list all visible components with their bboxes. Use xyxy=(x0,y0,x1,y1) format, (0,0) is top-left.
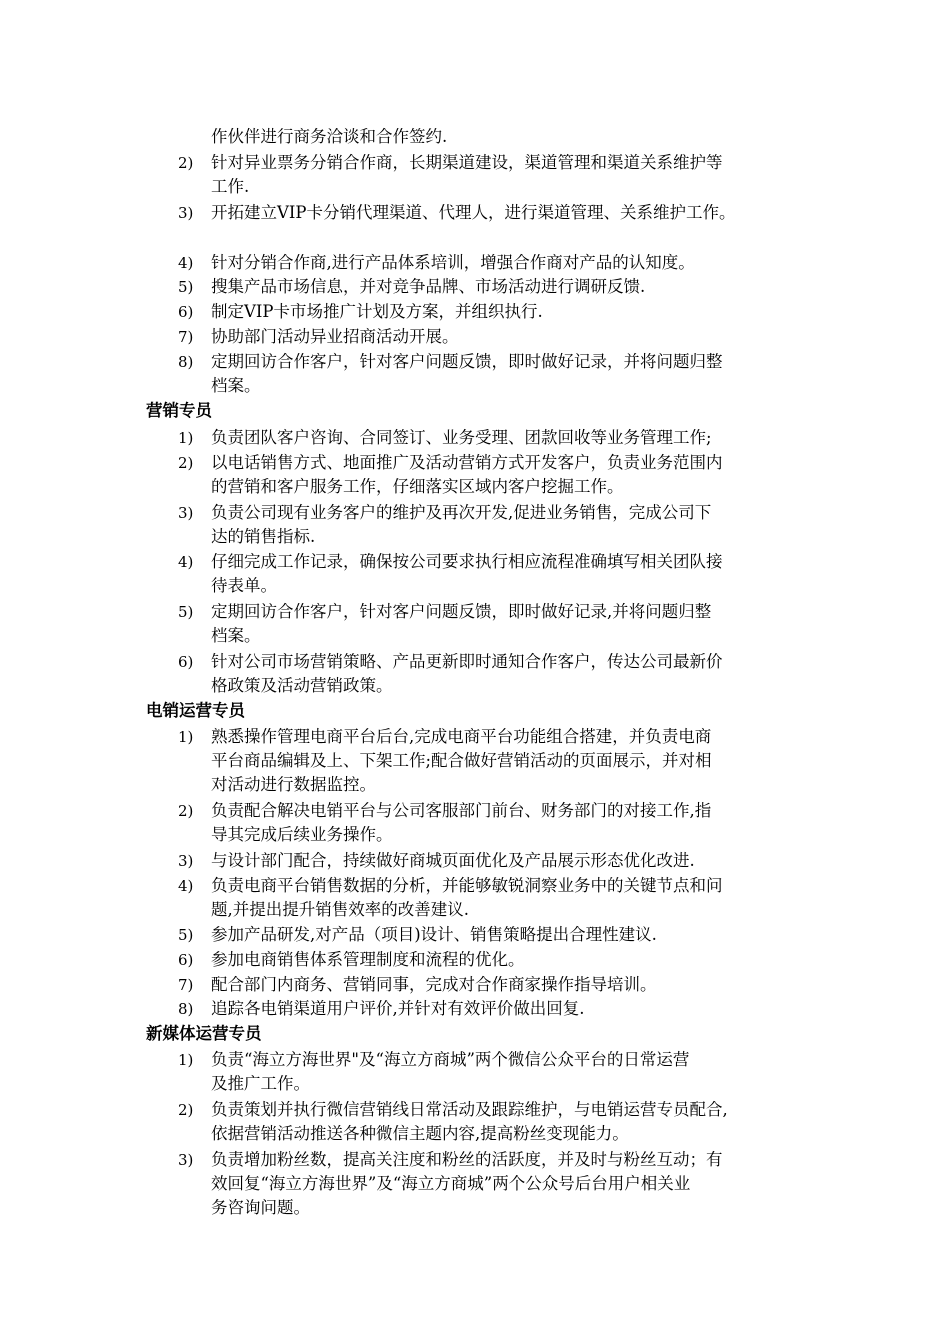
list-item-text: 针对分销合作商,进行产品体系培训，增强合作商对产品的认知度。 xyxy=(211,253,695,272)
list-item-text: 针对异业票务分销合作商，长期渠道建设，渠道管理和渠道关系维护等 xyxy=(211,153,723,172)
list-item-number: 4) xyxy=(178,877,194,895)
list-item-number: 1) xyxy=(178,1051,194,1069)
list-item-text: 待表单。 xyxy=(211,576,277,595)
list-item-text: 的营销和客户服务工作，仔细落实区域内客户挖掘工作。 xyxy=(211,477,624,496)
list-item-number: 4) xyxy=(178,553,194,571)
list-item-text: 开拓建立VIP卡分销代理渠道、代理人，进行渠道管理、关系维护工作。 xyxy=(211,203,736,222)
list-item-text: 档案。 xyxy=(211,626,261,645)
list-item-text: 负责公司现有业务客户的维护及再次开发,促进业务销售，完成公司下 xyxy=(211,503,712,522)
list-item-text: 仔细完成工作记录，确保按公司要求执行相应流程准确填写相关团队接 xyxy=(211,552,723,571)
list-item-text: 配合部门内商务、营销同事，完成对合作商家操作指导培训。 xyxy=(211,975,657,994)
section-heading: 营销专员 xyxy=(146,401,212,420)
list-item-text: 负责电商平台销售数据的分析，并能够敏锐洞察业务中的关键节点和问 xyxy=(211,876,723,895)
list-item-text: 协助部门活动异业招商活动开展。 xyxy=(211,327,459,346)
section-heading: 电销运营专员 xyxy=(146,701,245,720)
list-item-text: 以电话销售方式、地面推广及活动营销方式开发客户，负责业务范围内 xyxy=(211,453,723,472)
list-item-number: 4) xyxy=(178,254,194,272)
list-item-text: 定期回访合作客户，针对客户问题反馈，即时做好记录,并将问题归整 xyxy=(211,602,712,621)
list-item-number: 6) xyxy=(178,951,194,969)
list-item-text: 负责增加粉丝数，提高关注度和粉丝的活跃度，并及时与粉丝互动；有 xyxy=(211,1150,723,1169)
list-item-number: 3) xyxy=(178,504,194,522)
list-item-text: 参加电商销售体系管理制度和流程的优化。 xyxy=(211,950,525,969)
list-item-text: 负责团队客户咨询、合同签订、业务受理、团款回收等业务管理工作; xyxy=(211,428,712,447)
list-item-number: 6) xyxy=(178,653,194,671)
list-item-number: 8) xyxy=(178,1000,194,1018)
list-item-number: 1) xyxy=(178,728,194,746)
list-item-text: 负责配合解决电销平台与公司客服部门前台、财务部门的对接工作,指 xyxy=(211,801,712,820)
list-item-text: 熟悉操作管理电商平台后台,完成电商平台功能组合搭建，并负责电商 xyxy=(211,727,712,746)
list-item-text: 格政策及活动营销政策。 xyxy=(211,676,393,695)
list-item-text: 工作. xyxy=(211,177,250,196)
list-item-text: 依据营销活动推送各种微信主题内容,提高粉丝变现能力。 xyxy=(211,1124,629,1143)
list-item-number: 2) xyxy=(178,154,194,172)
list-item-number: 2) xyxy=(178,1101,194,1119)
list-item-text: 效回复“海立方海世界”及“海立方商城”两个公众号后台用户相关业 xyxy=(211,1174,691,1193)
list-item-number: 7) xyxy=(178,328,194,346)
list-item-number: 1) xyxy=(178,429,194,447)
list-item-number: 3) xyxy=(178,1151,194,1169)
list-item-text: 负责“海立方海世界"及“海立方商城”两个微信公众平台的日常运营 xyxy=(211,1050,690,1069)
list-item-text: 及推广工作。 xyxy=(211,1074,310,1093)
list-item-number: 5) xyxy=(178,603,194,621)
section-heading: 新媒体运营专员 xyxy=(146,1024,262,1043)
list-item-text: 档案。 xyxy=(211,376,261,395)
list-item-number: 7) xyxy=(178,976,194,994)
continuation-line: 作伙伴进行商务洽谈和合作签约. xyxy=(211,127,448,146)
list-item-number: 2) xyxy=(178,454,194,472)
list-item-text: 与设计部门配合，持续做好商城页面优化及产品展示形态优化改进. xyxy=(211,851,695,870)
list-item-text: 定期回访合作客户，针对客户问题反馈，即时做好记录，并将问题归整 xyxy=(211,352,723,371)
list-item-text: 题,并提出提升销售效率的改善建议. xyxy=(211,900,469,919)
list-item-text: 参加产品研发,对产品（项目)设计、销售策略提出合理性建议. xyxy=(211,925,657,944)
list-item-number: 5) xyxy=(178,278,194,296)
list-item-number: 5) xyxy=(178,926,194,944)
list-item-text: 平台商品编辑及上、下架工作;配合做好营销活动的页面展示，并对相 xyxy=(211,751,712,770)
list-item-text: 对活动进行数据监控。 xyxy=(211,775,376,794)
list-item-text: 导其完成后续业务操作。 xyxy=(211,825,393,844)
list-item-number: 3) xyxy=(178,204,194,222)
list-item-text: 追踪各电销渠道用户评价,并针对有效评价做出回复. xyxy=(211,999,585,1018)
list-item-number: 8) xyxy=(178,353,194,371)
list-item-text: 搜集产品市场信息，并对竞争品牌、市场活动进行调研反馈. xyxy=(211,277,646,296)
list-item-number: 2) xyxy=(178,802,194,820)
list-item-number: 3) xyxy=(178,852,194,870)
list-item-text: 务咨询问题。 xyxy=(211,1198,310,1217)
list-item-number: 6) xyxy=(178,303,194,321)
list-item-text: 负责策划并执行微信营销线日常活动及跟踪维护，与电销运营专员配合, xyxy=(211,1100,728,1119)
list-item-text: 针对公司市场营销策略、产品更新即时通知合作客户，传达公司最新价 xyxy=(211,652,723,671)
list-item-text: 达的销售指标. xyxy=(211,527,316,546)
list-item-text: 制定VIP卡市场推广计划及方案，并组织执行. xyxy=(211,302,543,321)
